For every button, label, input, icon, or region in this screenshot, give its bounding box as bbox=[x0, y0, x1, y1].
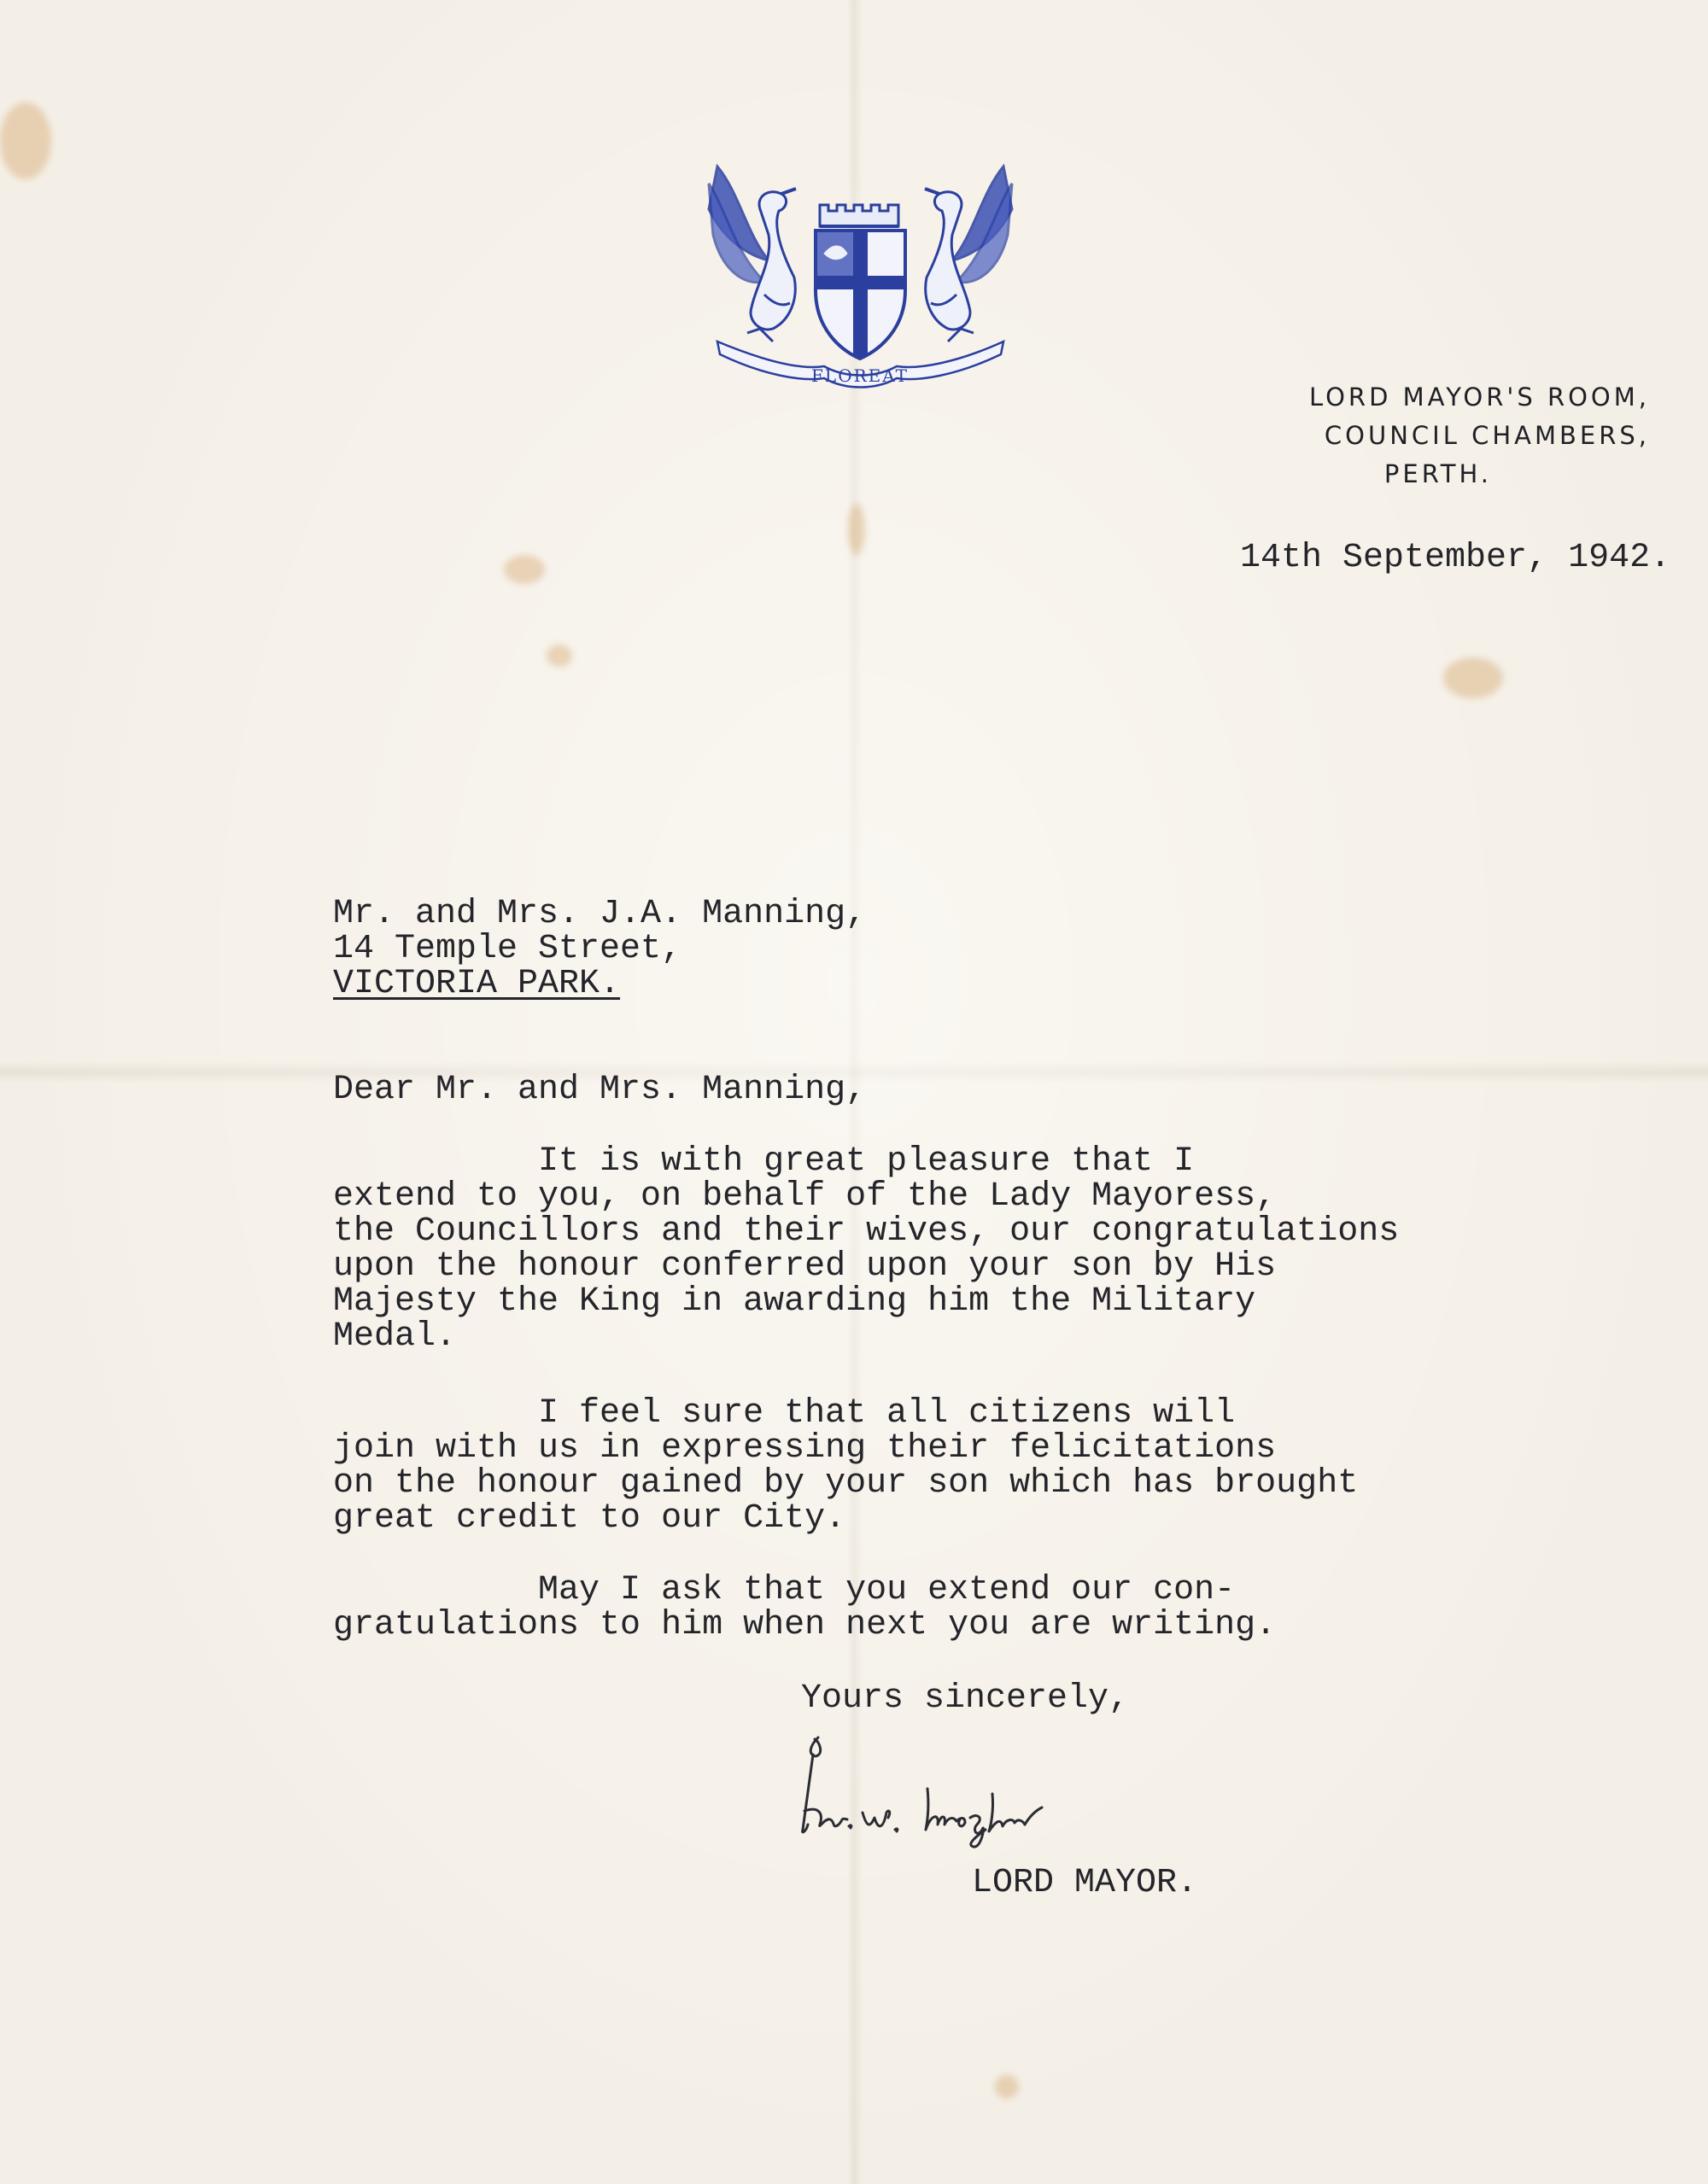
stain-fold bbox=[848, 504, 865, 555]
recipient-suburb: VICTORIA PARK. bbox=[333, 965, 621, 1003]
letterhead-line-1: LORD MAYOR'S ROOM, bbox=[1308, 382, 1650, 412]
body-paragraph-2: I feel sure that all citizens will join with us in expressing their felicitations on the honour gained by your son which has brought great credit to our City. bbox=[333, 1394, 1359, 1538]
signatory-title: LORD MAYOR. bbox=[972, 1864, 1198, 1902]
castle-crown bbox=[820, 205, 898, 226]
body-paragraph-3: May I ask that you extend our con- gratulations to him when next you are writing. bbox=[333, 1571, 1277, 1644]
shield bbox=[816, 231, 905, 359]
salutation: Dear Mr. and Mrs. Manning, bbox=[333, 1071, 867, 1109]
letterhead-line-3: PERTH. bbox=[1383, 459, 1492, 488]
letterhead-address bbox=[1309, 378, 1650, 493]
left-swan-supporter bbox=[709, 166, 796, 342]
stain-right bbox=[1443, 657, 1503, 698]
stain-mid bbox=[547, 645, 572, 667]
stain-upper-middle bbox=[504, 555, 545, 584]
stain-top-left bbox=[0, 102, 51, 179]
body-paragraph-1: It is with great pleasure that I extend to you, on behalf of the Lady Mayoress, the Councillors and their wives, our congratulations upon the honour conferred upon your son by His Majesty the King in awarding him the Military Medal. bbox=[333, 1142, 1400, 1356]
handwritten-signature bbox=[794, 1729, 1085, 1848]
stain-bottom bbox=[995, 2075, 1019, 2099]
letter-date: 14th September, 1942. bbox=[1240, 539, 1671, 577]
coat-of-arms-crest bbox=[700, 158, 1021, 393]
closing: Yours sincerely, bbox=[801, 1679, 1130, 1718]
crest-motto-text: FLOREAT bbox=[811, 365, 909, 386]
recipient-street: 14 Temple Street, bbox=[333, 930, 682, 968]
letterhead-line-2: COUNCIL CHAMBERS, bbox=[1324, 421, 1650, 450]
recipient-name: Mr. and Mrs. J.A. Manning, bbox=[333, 895, 867, 933]
right-swan-supporter bbox=[925, 166, 1012, 342]
